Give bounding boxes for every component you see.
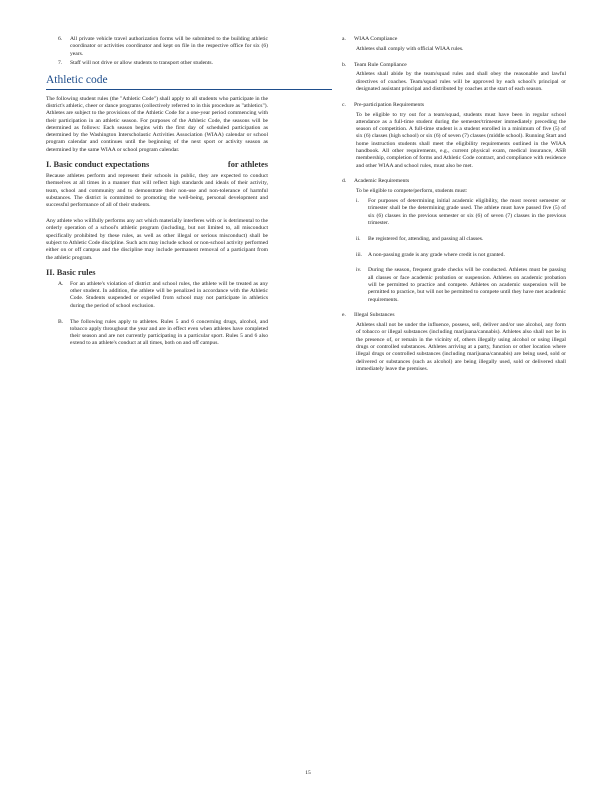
- list-item-heading: Team Rule Compliance: [354, 61, 407, 68]
- rule-item-d: [342, 178, 566, 185]
- rule-item-b-body: Athletes shall abide by the team/squad rules and shall obey the reasonable and lawful directives of coaches. Team/squad rules will be approved by each school's principal or designated assistant principal and distributed by coaches at the start of each season.: [356, 71, 566, 92]
- right-column: [342, 36, 566, 376]
- list-marker: B.: [58, 318, 64, 325]
- list-marker: iv.: [356, 267, 362, 274]
- list-marker: A.: [58, 280, 64, 287]
- sub-item-iii: [342, 252, 566, 259]
- rule-item-c: [342, 102, 566, 109]
- rule-item-e: [342, 312, 566, 319]
- part-2-heading: [46, 268, 268, 278]
- list-marker: 7.: [58, 60, 63, 67]
- list-marker: i.: [356, 198, 359, 205]
- part-1-heading: [46, 160, 268, 170]
- section-divider: [46, 89, 332, 90]
- part-1-paragraph-1: Because athletes perform and represent their schools in public, they are expected to conduct themselves at all times in a manner that will reflect high standards and ideals of their activity, team, school and community and to demonstrate their non-use and non-tolerance of harmful substances. The district is committed to promoting the well-being, personal development and successful performance of all of their students.: [46, 173, 268, 209]
- list-item-text: For an athlete's violation of district and school rules, the athlete will be treated as any other student. In addition, the athlete will be penalized in accordance with the Athletic Code. Students suspended or expelled from school may not participate in athletics during the period of school exclusion.: [70, 280, 268, 309]
- list-marker: a.: [342, 36, 346, 42]
- list-item-heading: Pre-participation Requirements: [354, 101, 425, 108]
- rule-b: [46, 319, 268, 348]
- sub-item-iv: [342, 267, 566, 303]
- list-marker: b.: [342, 61, 347, 68]
- list-item-text: A non-passing grade is any grade where credit is not granted.: [368, 251, 505, 258]
- list-item-text: All private vehicle travel authorization forms will be submitted to the building athletic coordinator or activities coordinator and kept on file in the respective office for six (6) years.: [70, 36, 268, 57]
- section-title: Athletic code: [46, 73, 108, 86]
- rule-item-b: [342, 62, 566, 69]
- list-item-heading: Academic Requirements: [354, 178, 410, 185]
- left-column: [46, 36, 268, 350]
- part-1-paragraph-2: Any athlete who willfully performs any act which materially interferes with or is detrimental to the orderly operation of a school's athletic program (including, but not limited to, all misconduct specifically prohibited by these rules, as well as other illegal or serious misconduct) shall be subject to Athletic Code discipline. Such acts may include school or non-school activity performed either on or off campus and the discipline may include permanent removal of a participant from the athletic program.: [46, 218, 268, 261]
- rule-item-a: [342, 36, 566, 43]
- list-item-heading: Illegal Substances: [354, 312, 395, 319]
- list-marker: e.: [342, 312, 346, 319]
- part-1-heading-main: I. Basic conduct expectations: [46, 160, 150, 170]
- list-item-6: [46, 36, 268, 58]
- list-item-text: For purposes of determining initial academic eligibility, the most recent semester or trimester shall be the determining grade used. The athlete must have passed five (5) of six (6) classes in the previous semester or six (6) of seven (7) classes in the previous trimester.: [368, 198, 566, 226]
- sub-item-ii: [342, 236, 566, 243]
- part-1-heading-end: for athletes: [227, 160, 268, 170]
- rule-item-e-body: Athletes shall not be under the influence, possess, sell, deliver and/or use alcohol, any form of tobacco or illegal substances (including marijuana/cannabis). Athletes also shall not be in the presence of, or remain in the vicinity of, others illegally using alcohol or using illegal drugs or controlled substances. Athletes arriving at a party, function or other location where illegal drugs or controlled substances (including marijuana/cannabis) are being used, sold or delivered or substances (such as alcohol) are being illegally used, sold or delivered shall immediately leave the premises.: [356, 322, 566, 372]
- part-2-heading-text: II. Basic rules: [46, 267, 96, 277]
- rule-item-a-body: Athletes shall comply with official WIAA rules.: [356, 45, 464, 52]
- list-marker: 6.: [58, 36, 63, 42]
- rule-item-d-body: To be eligible to compete/perform, students must:: [356, 188, 468, 195]
- list-item-heading: WIAA Compliance: [354, 36, 398, 42]
- list-item-text: During the season, frequent grade checks will be conducted. Athletes must be passing all classes or face academic probation or suspension. Athletes on academic probation will be permitted to practice and compete. Athletes on academic suspension will be permitted to practice, but will not be permitted to compete until they have met academic requirements.: [368, 267, 566, 303]
- list-marker: ii.: [356, 235, 361, 242]
- list-item-text: Staff will not drive or allow students to transport other students.: [70, 60, 213, 67]
- list-item-text: The following rules apply to athletes. Rules 5 and 6 concerning drugs, alcohol, and tobacco apply throughout the year and are in effect even when athletes have completed their season and are not currently participating in a particular sport. Rules 5 and 6 also extend to an athlete's conduct at all times, both on and off campus.: [70, 318, 268, 347]
- list-marker: d.: [342, 178, 347, 185]
- page-number: 15: [305, 770, 311, 776]
- rule-item-c-body: To be eligible to try out for a team/squad, students must have been in regular school attendance as a full-time student during the semester/trimester immediately preceding the season of competition. A full-time student is a student enrolled in a minimum of five (5) of six (6) classes (high school) or six (6) of seven (7) classes (middle school). Running Start and home instruction students shall meet the eligibility requirements outlined in the WIAA handbook. All other requirements, e.g., current physical exam, medical insurance, ASB membership, completion of forms and Athletic Code contract, and compliance with residence and other WIAA and school rules, must also be met.: [356, 111, 566, 169]
- intro-paragraph: The following student rules (the "Athletic Code") shall apply to all students who participate in the district's athletic, cheer or dance programs (collectively referred to in this procedure as "athletics"). Athletes are subject to the provisions of the Athletic Code for a one-year period commencing with their participation in an athletic season. For purposes of the Athletic Code, the seasons will be determined as follows: Each season begins with the first day of scheduled participation as determined by the Washington Interscholastic Activities Association (WIAA) calendar or school program calendar and continues until the beginning of the next sport or activity season as determined by the same WIAA or school program calendar.: [46, 95, 268, 153]
- list-item-7: [46, 60, 268, 67]
- list-marker: iii.: [356, 251, 363, 258]
- rule-a: [46, 281, 268, 310]
- list-marker: c.: [342, 101, 346, 108]
- list-item-text: Be registered for, attending, and passing all classes.: [368, 235, 484, 242]
- sub-item-i: [342, 198, 566, 227]
